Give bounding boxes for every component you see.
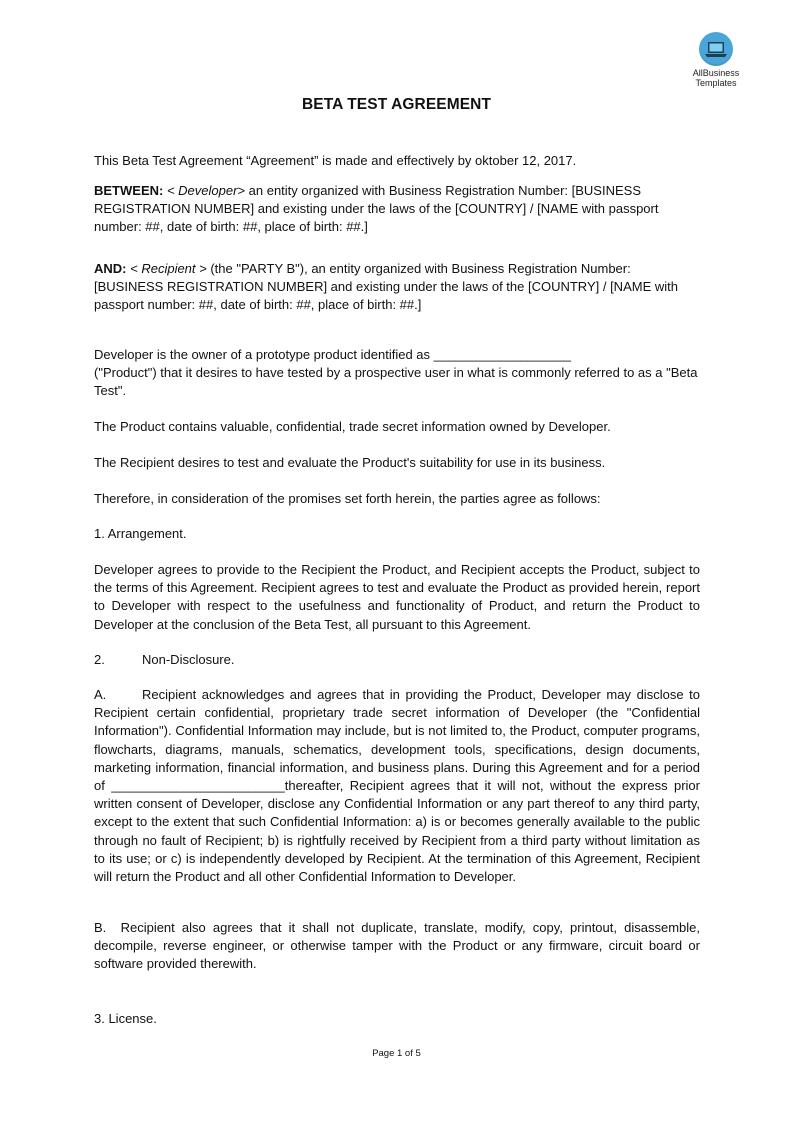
section-2b <box>94 919 700 974</box>
section-2-heading <box>94 651 700 669</box>
section-1-heading: 1. Arrangement. <box>94 526 187 541</box>
recital-product-rest: ("Product") that it desires to have tested by a prospective user in what is commonly referred to as a "Beta Test". <box>94 365 698 399</box>
recital-evaluation: The Recipient desires to test and evaluate the Product's suitability for use in its business. <box>94 455 606 470</box>
logo-text: AllBusiness Templates <box>692 68 740 88</box>
section-1-body: Developer agrees to provide to the Recipient the Product, and Recipient accepts the Product, subject to the terms of this Agreement. Recipient agrees to test and evaluate the Product as provided herein, report to Developer with respect to the usefulness and functionality of Product, and return the Product to Developer at the conclusion of the Beta Test, all pursuant to this Agreement. <box>94 562 700 632</box>
recital-confidential: The Product contains valuable, confidential, trade secret information owned by Developer. <box>94 419 611 434</box>
between-label: BETWEEN: <box>94 183 164 198</box>
section-2a <box>94 686 700 886</box>
section-2b-body: Recipient also agrees that it shall not duplicate, translate, modify, copy, printout, disassemble, decompile, reverse engineer, or otherwise tamper with the Product or any firmware, circuit board or software provided therewith. <box>94 920 700 972</box>
and-text: (the "PARTY B"), an entity organized with Business Registration Number: [BUSINESS REGISTRATION NUMBER] and existing under the laws of the [COUNTRY] / [NAME with passport number: ##, date of birth: ##, place of birth: ##.] <box>94 261 678 313</box>
section-2a-body: Recipient acknowledges and agrees that in providing the Product, Developer may disclose to Recipient certain confidential, proprietary trade secret information of Developer (the "Confidential Information"). Confidential Information may include, but is not limited to, the Product, computer programs, flowcharts, diagrams, manuals, schematics, development tools, specifications, design documents, marketing information, financial information, and business plans. During this Agreement and for a period of ________________________thereafter, Recipient agrees that it will not, without the express prior written consent of Developer, disclose any Confidential Information or any part thereof to any third party, except to the extent that such Confidential Information: a) is or becomes generally available to the public through no fault of Recipient; b) is rightfully received by Recipient from a third party without limitation as to its use; or c) is independently developed by Recipient. At the termination of this Agreement, Recipient will return the Product and all other Confidential Information to Developer. <box>94 687 700 885</box>
section-2-title: Non-Disclosure. <box>142 652 235 667</box>
section-2-number: 2. <box>94 652 105 667</box>
intro-paragraph: This Beta Test Agreement “Agreement” is made and effectively by oktober 12, 2017. <box>94 153 577 168</box>
recipient-party: < Recipient > <box>130 261 207 276</box>
document-title: BETA TEST AGREEMENT <box>301 96 492 113</box>
between-text: an entity organized with Business Registration Number: [BUSINESS REGISTRATION NUMBER] and existing under the laws of the [COUNTRY] / [NAME with passport number: ##, date of birth: ##, place of birth: ##.] <box>94 183 659 235</box>
section-2a-label: A. <box>94 687 107 702</box>
allbusiness-logo <box>688 32 744 88</box>
developer-party: < Developer> <box>166 183 246 198</box>
recital-product <box>94 346 700 401</box>
and-label: AND: <box>94 261 127 276</box>
section-3-heading: 3. License. <box>94 1011 157 1026</box>
recital-product-line1: Developer is the owner of a prototype product identified as ___________________ <box>94 347 572 362</box>
laptop-icon <box>699 32 733 66</box>
and-paragraph <box>94 260 700 315</box>
recital-therefore: Therefore, in consideration of the promises set forth herein, the parties agree as follows: <box>94 491 601 506</box>
page-footer: Page 1 of 5 <box>372 1048 421 1059</box>
between-paragraph <box>94 182 700 237</box>
section-2b-label: B. <box>94 920 107 935</box>
